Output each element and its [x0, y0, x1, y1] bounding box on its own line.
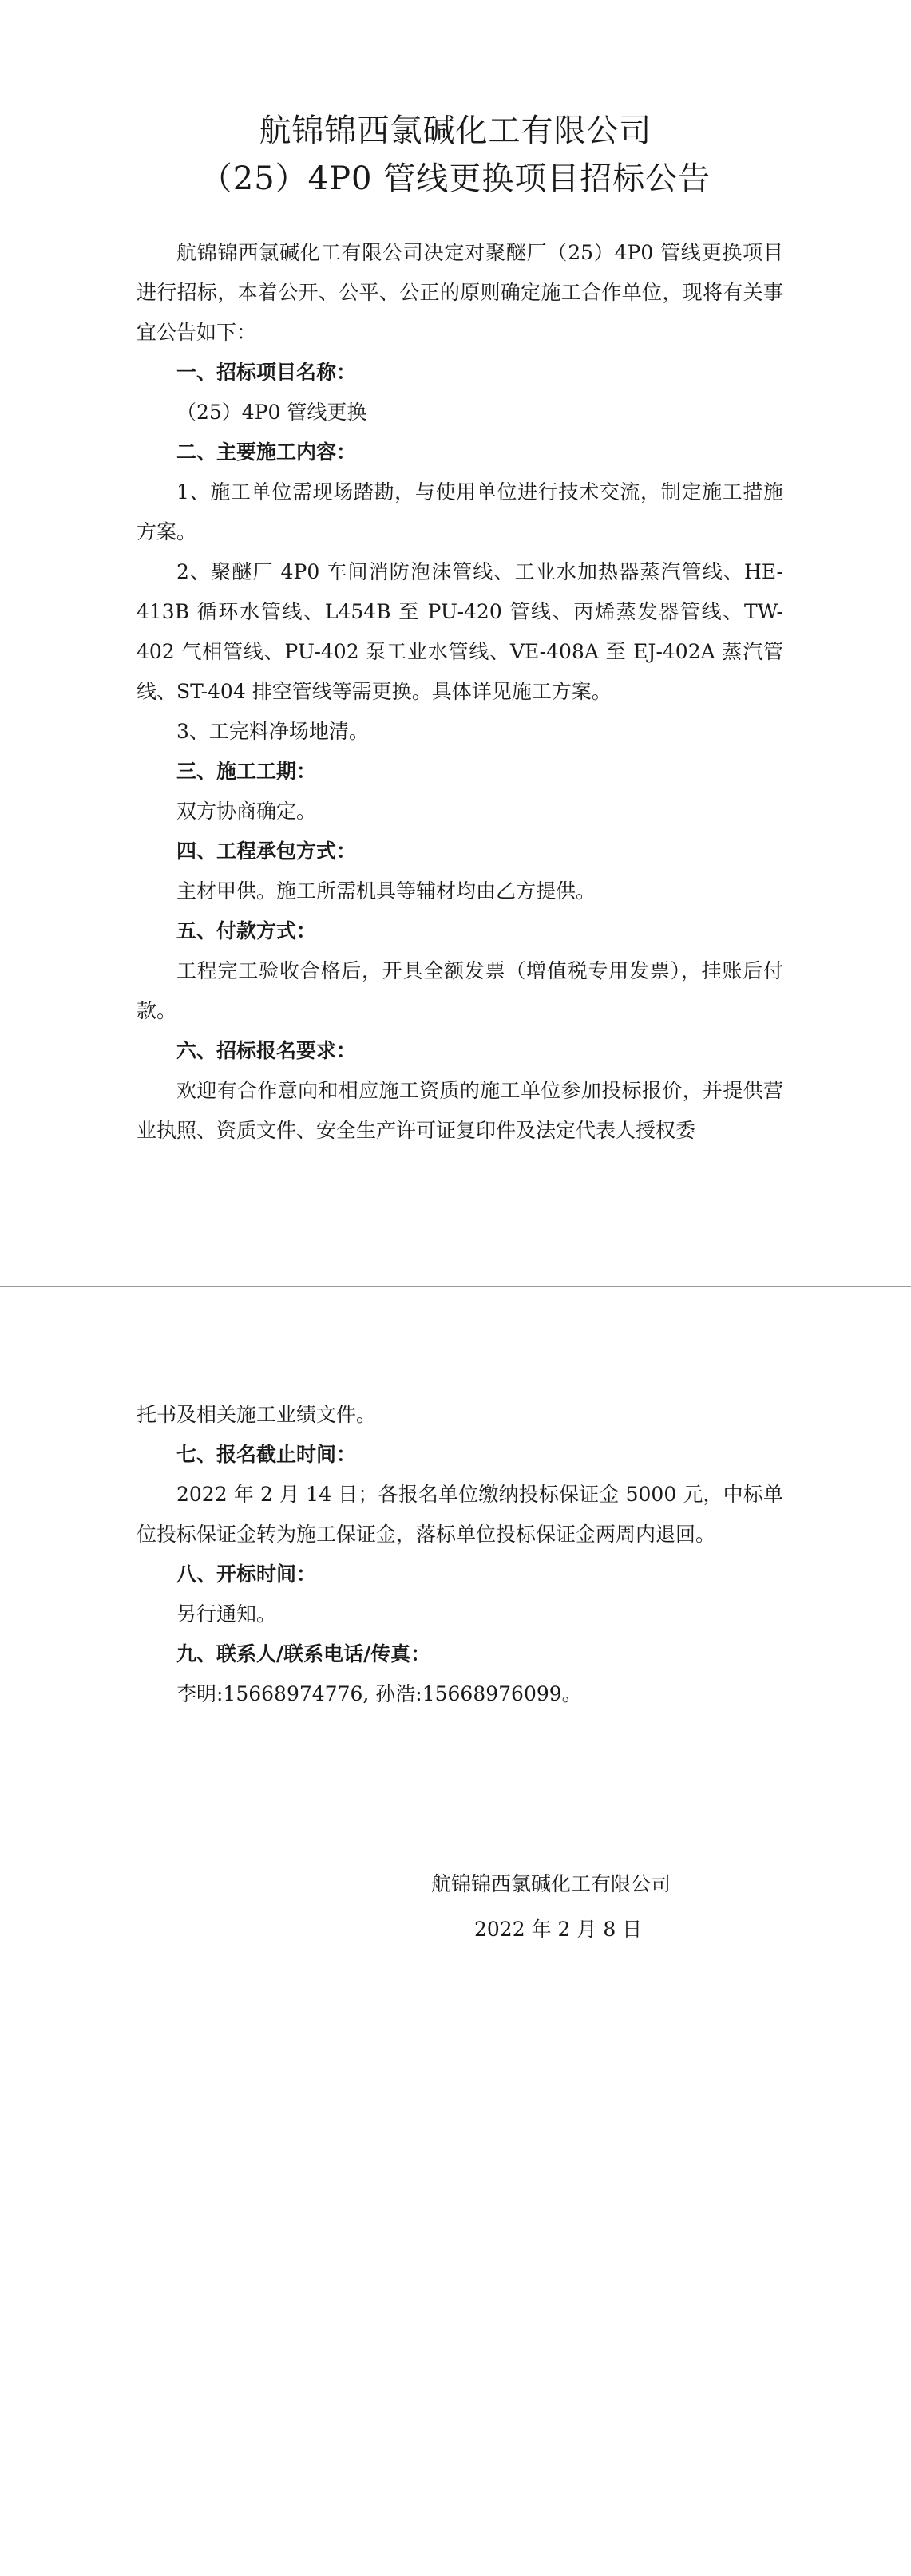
document-title-project: （25）4P0 管线更换项目招标公告	[200, 160, 711, 197]
section-text-project-name: （25）4P0 管线更换	[176, 401, 367, 424]
section-text-contract-mode: 主材甲供。施工所需机具等辅材均由乙方提供。	[176, 879, 596, 903]
work-content-item-1: 1、施工单位需现场踏勘，与使用单位进行技术交流，制定施工措施方案。	[137, 480, 783, 543]
section-text-bid-opening: 另行通知。	[176, 1602, 277, 1626]
section-heading-registration-requirements: 六、招标报名要求：	[176, 1039, 357, 1062]
section-text-contacts: 李明:15668974776, 孙浩:15668976099。	[176, 1682, 582, 1705]
document-body-page1	[137, 233, 783, 1151]
section-text-deadline: 2022 年 2 月 14 日；各报名单位缴纳投标保证金 5000 元，中标单位投标保证金转为施工保证金，落标单位投标保证金两周内退回。	[137, 1483, 783, 1546]
intro-paragraph: 航锦锦西氯碱化工有限公司决定对聚醚厂（25）4P0 管线更换项目进行招标，本着公开、公平、公正的原则确定施工合作单位，现将有关事宜公告如下：	[137, 241, 783, 344]
signature-company: 航锦锦西氯碱化工有限公司	[431, 1872, 671, 1895]
section-text-payment: 工程完工验收合格后，开具全额发票（增值税专用发票），挂账后付款。	[137, 959, 783, 1022]
document-title-company: 航锦锦西氯碱化工有限公司	[259, 113, 652, 149]
section-heading-work-content: 二、主要施工内容：	[176, 441, 357, 464]
section-heading-deadline: 七、报名截止时间：	[176, 1443, 357, 1466]
section-heading-bid-opening: 八、开标时间：	[176, 1563, 317, 1586]
section-text-registration-requirements-continued: 托书及相关施工业绩文件。	[137, 1403, 377, 1426]
work-content-item-2: 2、聚醚厂 4P0 车间消防泡沫管线、工业水加热器蒸汽管线、HE-413B 循环水管线、L454B 至 PU-420 管线、丙烯蒸发器管线、TW-402 气相管线、PU-402 泵工业水管线、VE-408A 至 EJ-402A 蒸汽管线、ST-404 排空管线等需更换。具体详见施工方案。	[137, 560, 783, 703]
section-text-schedule: 双方协商确定。	[176, 800, 317, 823]
section-heading-contract-mode: 四、工程承包方式：	[176, 840, 357, 863]
section-heading-payment: 五、付款方式：	[176, 919, 317, 942]
signature-date: 2022 年 2 月 8 日	[474, 1918, 643, 1941]
document-body-page2	[137, 1395, 783, 1714]
work-content-item-3: 3、工完料净场地清。	[176, 720, 369, 743]
section-heading-project-name: 一、招标项目名称：	[176, 361, 357, 384]
section-text-registration-requirements: 欢迎有合作意向和相应施工资质的施工单位参加投标报价，并提供营业执照、资质文件、安全生产许可证复印件及法定代表人授权委	[137, 1079, 783, 1142]
section-heading-schedule: 三、施工工期：	[176, 760, 317, 783]
section-heading-contacts: 九、联系人/联系电话/传真：	[176, 1642, 431, 1665]
